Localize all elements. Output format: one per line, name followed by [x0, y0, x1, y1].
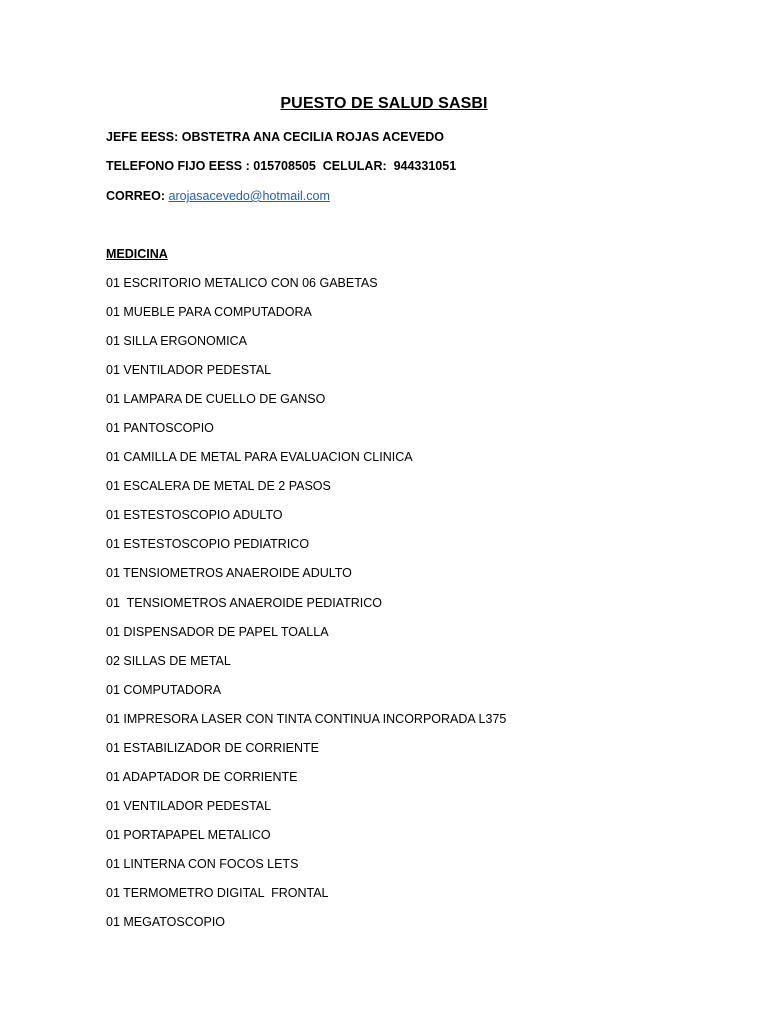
- list-item: 01 TERMOMETRO DIGITAL FRONTAL: [106, 885, 329, 900]
- correo-line: [106, 188, 330, 204]
- jefe-line: JEFE EESS: OBSTETRA ANA CECILIA ROJAS ACEVEDO: [106, 130, 445, 144]
- list-item: 01 PORTAPAPEL METALICO: [106, 827, 271, 842]
- list-item: 01 ADAPTADOR DE CORRIENTE: [106, 769, 298, 784]
- list-item: 01 IMPRESORA LASER CON TINTA CONTINUA INCORPORADA L375: [106, 711, 507, 726]
- section-heading-medicina: MEDICINA: [106, 247, 168, 261]
- list-item: 01 LAMPARA DE CUELLO DE GANSO: [106, 392, 326, 407]
- list-item: 01 SILLA ERGONOMICA: [106, 334, 248, 349]
- list-item: 01 PANTOSCOPIO: [106, 421, 214, 436]
- list-item: 01 ESCALERA DE METAL DE 2 PASOS: [106, 479, 331, 494]
- correo-label: CORREO:: [106, 189, 169, 203]
- list-item: 01 DISPENSADOR DE PAPEL TOALLA: [106, 624, 329, 639]
- list-item: 01 VENTILADOR PEDESTAL: [106, 798, 272, 813]
- telefono-line: TELEFONO FIJO EESS : 015708505 CELULAR: 944331051: [106, 159, 457, 173]
- list-item: 01 TENSIOMETROS ANAEROIDE PEDIATRICO: [106, 595, 382, 610]
- list-item: 01 ESCRITORIO METALICO CON 06 GABETAS: [106, 276, 378, 290]
- list-item: 01 MUEBLE PARA COMPUTADORA: [106, 305, 312, 320]
- list-item: 01 LINTERNA CON FOCOS LETS: [106, 856, 299, 871]
- email-link[interactable]: arojasacevedo@hotmail.com: [168, 189, 330, 203]
- equipment-list: [106, 275, 506, 943]
- list-item: 01 VENTILADOR PEDESTAL: [106, 363, 272, 378]
- list-item: 01 MEGATOSCOPIO: [106, 915, 226, 930]
- document-title: PUESTO DE SALUD SASBI: [280, 95, 488, 112]
- list-item: 01 TENSIOMETROS ANAEROIDE ADULTO: [106, 566, 352, 581]
- list-item: 01 ESTABILIZADOR DE CORRIENTE: [106, 740, 320, 755]
- list-item: 01 COMPUTADORA: [106, 682, 222, 697]
- list-item: 01 ESTESTOSCOPIO PEDIATRICO: [106, 537, 310, 552]
- list-item: 02 SILLAS DE METAL: [106, 653, 231, 668]
- list-item: 01 ESTESTOSCOPIO ADULTO: [106, 508, 283, 523]
- list-item: 01 CAMILLA DE METAL PARA EVALUACION CLINICA: [106, 450, 413, 465]
